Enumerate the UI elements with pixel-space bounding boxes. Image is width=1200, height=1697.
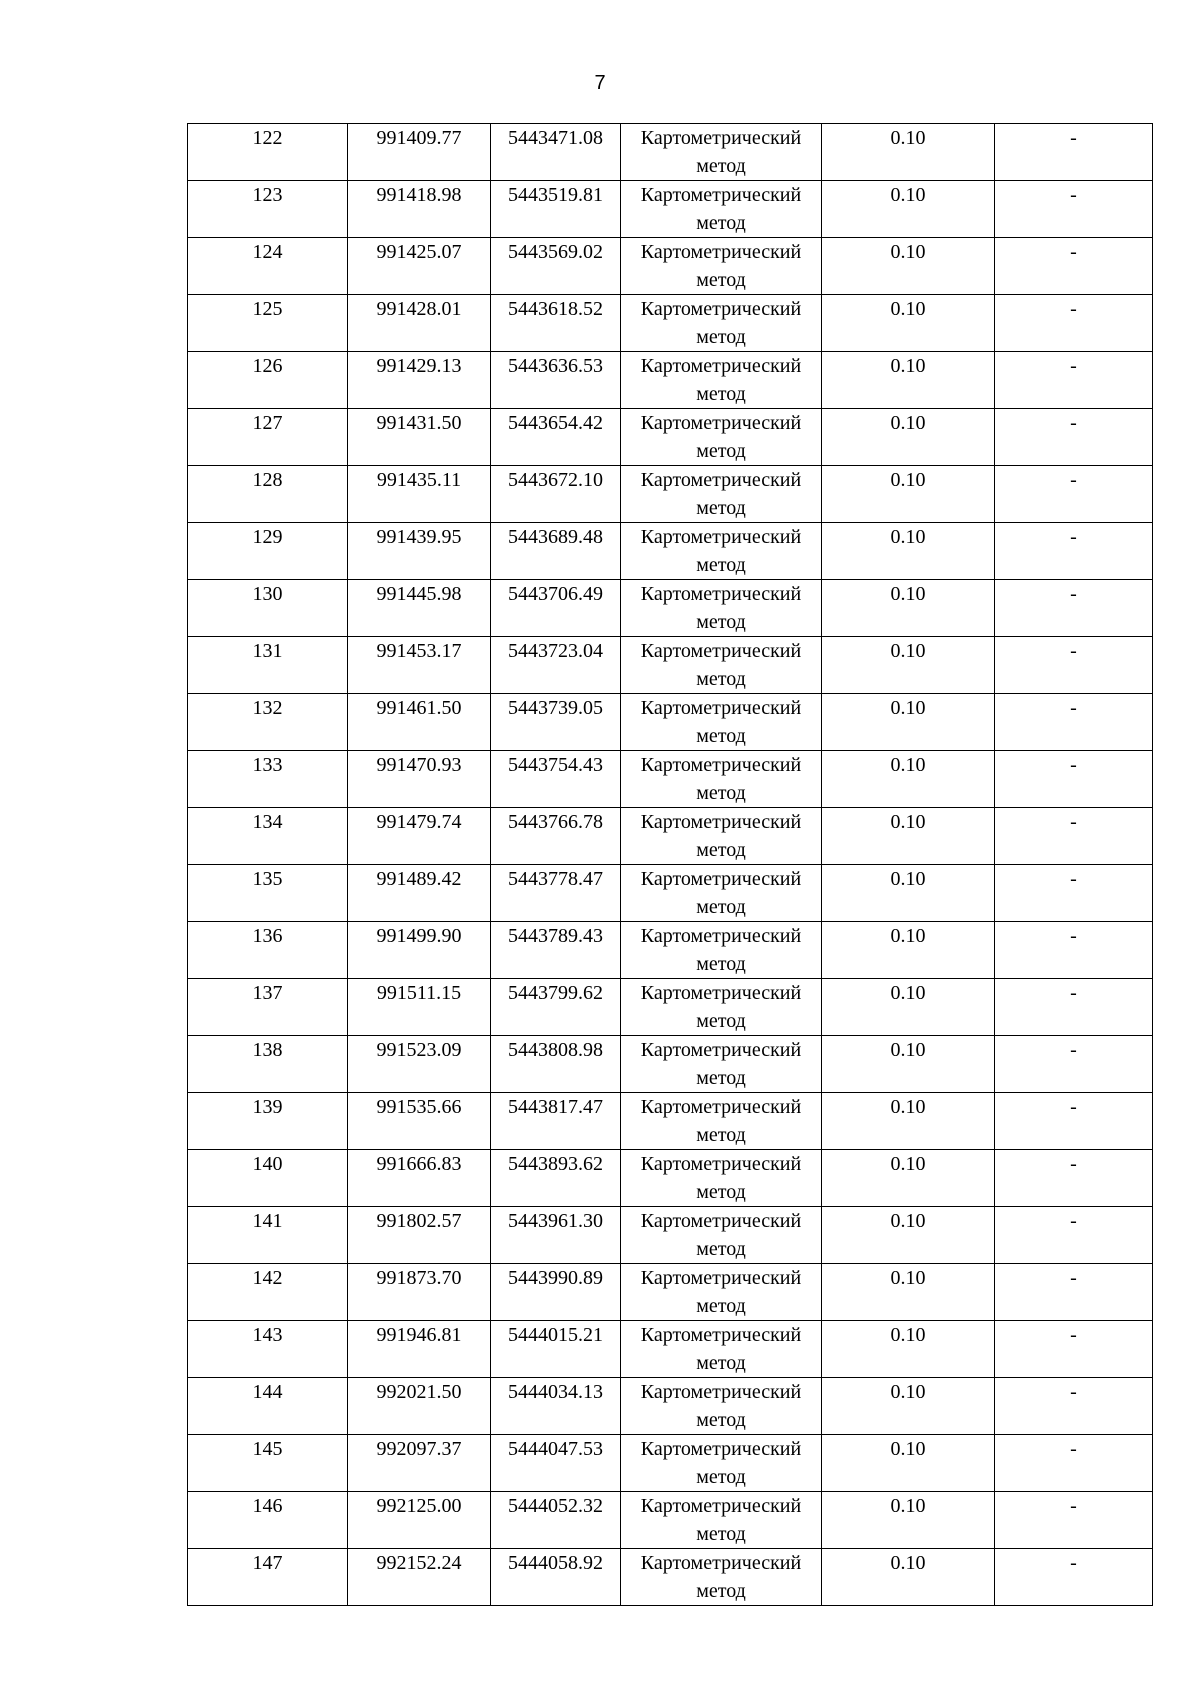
note-cell: - <box>995 295 1153 352</box>
table-row <box>188 865 1153 922</box>
y-coordinate-cell: 5443789.43 <box>491 922 621 979</box>
note-cell: - <box>995 1549 1153 1606</box>
accuracy-cell: 0.10 <box>822 181 995 238</box>
table-row <box>188 1549 1153 1606</box>
point-number-cell: 129 <box>188 523 348 580</box>
note-cell: - <box>995 1036 1153 1093</box>
y-coordinate-cell: 5444058.92 <box>491 1549 621 1606</box>
table-row <box>188 1435 1153 1492</box>
table-row <box>188 124 1153 181</box>
method-cell: Картометрический метод <box>621 979 822 1036</box>
method-cell: Картометрический метод <box>621 580 822 637</box>
point-number-cell: 128 <box>188 466 348 523</box>
accuracy-cell: 0.10 <box>822 466 995 523</box>
note-cell: - <box>995 808 1153 865</box>
method-cell: Картометрический метод <box>621 637 822 694</box>
point-number-cell: 143 <box>188 1321 348 1378</box>
note-cell: - <box>995 352 1153 409</box>
x-coordinate-cell: 991431.50 <box>348 409 491 466</box>
point-number-cell: 131 <box>188 637 348 694</box>
y-coordinate-cell: 5444034.13 <box>491 1378 621 1435</box>
note-cell: - <box>995 238 1153 295</box>
x-coordinate-cell: 991445.98 <box>348 580 491 637</box>
y-coordinate-cell: 5443618.52 <box>491 295 621 352</box>
accuracy-cell: 0.10 <box>822 580 995 637</box>
x-coordinate-cell: 991425.07 <box>348 238 491 295</box>
method-cell: Картометрический метод <box>621 1378 822 1435</box>
x-coordinate-cell: 991409.77 <box>348 124 491 181</box>
method-cell: Картометрический метод <box>621 1036 822 1093</box>
accuracy-cell: 0.10 <box>822 751 995 808</box>
x-coordinate-cell: 991479.74 <box>348 808 491 865</box>
note-cell: - <box>995 124 1153 181</box>
y-coordinate-cell: 5443766.78 <box>491 808 621 865</box>
table-row <box>188 1321 1153 1378</box>
accuracy-cell: 0.10 <box>822 409 995 466</box>
point-number-cell: 125 <box>188 295 348 352</box>
y-coordinate-cell: 5443723.04 <box>491 637 621 694</box>
accuracy-cell: 0.10 <box>822 295 995 352</box>
table-row <box>188 1378 1153 1435</box>
point-number-cell: 135 <box>188 865 348 922</box>
point-number-cell: 144 <box>188 1378 348 1435</box>
x-coordinate-cell: 991461.50 <box>348 694 491 751</box>
method-cell: Картометрический метод <box>621 295 822 352</box>
point-number-cell: 132 <box>188 694 348 751</box>
table-row <box>188 922 1153 979</box>
table-row <box>188 466 1153 523</box>
note-cell: - <box>995 979 1153 1036</box>
note-cell: - <box>995 1321 1153 1378</box>
method-cell: Картометрический метод <box>621 751 822 808</box>
x-coordinate-cell: 992152.24 <box>348 1549 491 1606</box>
table-row <box>188 808 1153 865</box>
y-coordinate-cell: 5443739.05 <box>491 694 621 751</box>
accuracy-cell: 0.10 <box>822 238 995 295</box>
point-number-cell: 141 <box>188 1207 348 1264</box>
y-coordinate-cell: 5443636.53 <box>491 352 621 409</box>
point-number-cell: 136 <box>188 922 348 979</box>
x-coordinate-cell: 991499.90 <box>348 922 491 979</box>
note-cell: - <box>995 1378 1153 1435</box>
x-coordinate-cell: 991873.70 <box>348 1264 491 1321</box>
accuracy-cell: 0.10 <box>822 1549 995 1606</box>
table-row <box>188 409 1153 466</box>
point-number-cell: 147 <box>188 1549 348 1606</box>
point-number-cell: 134 <box>188 808 348 865</box>
x-coordinate-cell: 991535.66 <box>348 1093 491 1150</box>
table-row <box>188 1036 1153 1093</box>
table-row <box>188 238 1153 295</box>
point-number-cell: 126 <box>188 352 348 409</box>
x-coordinate-cell: 992097.37 <box>348 1435 491 1492</box>
table-row <box>188 694 1153 751</box>
point-number-cell: 142 <box>188 1264 348 1321</box>
note-cell: - <box>995 466 1153 523</box>
x-coordinate-cell: 991453.17 <box>348 637 491 694</box>
x-coordinate-cell: 991428.01 <box>348 295 491 352</box>
accuracy-cell: 0.10 <box>822 1264 995 1321</box>
accuracy-cell: 0.10 <box>822 124 995 181</box>
table-row <box>188 181 1153 238</box>
y-coordinate-cell: 5443471.08 <box>491 124 621 181</box>
y-coordinate-cell: 5443706.49 <box>491 580 621 637</box>
y-coordinate-cell: 5443689.48 <box>491 523 621 580</box>
y-coordinate-cell: 5443808.98 <box>491 1036 621 1093</box>
y-coordinate-cell: 5443817.47 <box>491 1093 621 1150</box>
method-cell: Картометрический метод <box>621 1150 822 1207</box>
y-coordinate-cell: 5443990.89 <box>491 1264 621 1321</box>
accuracy-cell: 0.10 <box>822 1036 995 1093</box>
note-cell: - <box>995 637 1153 694</box>
table-row <box>188 751 1153 808</box>
y-coordinate-cell: 5443799.62 <box>491 979 621 1036</box>
x-coordinate-cell: 991946.81 <box>348 1321 491 1378</box>
x-coordinate-cell: 991511.15 <box>348 979 491 1036</box>
note-cell: - <box>995 694 1153 751</box>
point-number-cell: 123 <box>188 181 348 238</box>
y-coordinate-cell: 5444052.32 <box>491 1492 621 1549</box>
method-cell: Картометрический метод <box>621 922 822 979</box>
accuracy-cell: 0.10 <box>822 352 995 409</box>
x-coordinate-cell: 991435.11 <box>348 466 491 523</box>
point-number-cell: 133 <box>188 751 348 808</box>
note-cell: - <box>995 1207 1153 1264</box>
y-coordinate-cell: 5443569.02 <box>491 238 621 295</box>
point-number-cell: 146 <box>188 1492 348 1549</box>
table-row <box>188 295 1153 352</box>
y-coordinate-cell: 5443893.62 <box>491 1150 621 1207</box>
x-coordinate-cell: 991489.42 <box>348 865 491 922</box>
page-number: 7 <box>594 72 606 94</box>
point-number-cell: 139 <box>188 1093 348 1150</box>
table-row <box>188 1150 1153 1207</box>
table-row <box>188 637 1153 694</box>
method-cell: Картометрический метод <box>621 352 822 409</box>
method-cell: Картометрический метод <box>621 409 822 466</box>
accuracy-cell: 0.10 <box>822 1435 995 1492</box>
method-cell: Картометрический метод <box>621 1264 822 1321</box>
coordinates-table <box>187 123 1153 1606</box>
method-cell: Картометрический метод <box>621 1207 822 1264</box>
table-body <box>188 124 1153 1606</box>
method-cell: Картометрический метод <box>621 1321 822 1378</box>
accuracy-cell: 0.10 <box>822 1150 995 1207</box>
table-row <box>188 1207 1153 1264</box>
accuracy-cell: 0.10 <box>822 1378 995 1435</box>
accuracy-cell: 0.10 <box>822 865 995 922</box>
y-coordinate-cell: 5443654.42 <box>491 409 621 466</box>
y-coordinate-cell: 5443519.81 <box>491 181 621 238</box>
y-coordinate-cell: 5444015.21 <box>491 1321 621 1378</box>
x-coordinate-cell: 991523.09 <box>348 1036 491 1093</box>
y-coordinate-cell: 5443778.47 <box>491 865 621 922</box>
x-coordinate-cell: 991439.95 <box>348 523 491 580</box>
note-cell: - <box>995 580 1153 637</box>
point-number-cell: 140 <box>188 1150 348 1207</box>
point-number-cell: 137 <box>188 979 348 1036</box>
method-cell: Картометрический метод <box>621 865 822 922</box>
x-coordinate-cell: 991802.57 <box>348 1207 491 1264</box>
method-cell: Картометрический метод <box>621 808 822 865</box>
method-cell: Картометрический метод <box>621 238 822 295</box>
accuracy-cell: 0.10 <box>822 694 995 751</box>
method-cell: Картометрический метод <box>621 523 822 580</box>
x-coordinate-cell: 992125.00 <box>348 1492 491 1549</box>
accuracy-cell: 0.10 <box>822 523 995 580</box>
accuracy-cell: 0.10 <box>822 1207 995 1264</box>
table-row <box>188 580 1153 637</box>
y-coordinate-cell: 5444047.53 <box>491 1435 621 1492</box>
note-cell: - <box>995 751 1153 808</box>
point-number-cell: 122 <box>188 124 348 181</box>
note-cell: - <box>995 865 1153 922</box>
method-cell: Картометрический метод <box>621 1093 822 1150</box>
method-cell: Картометрический метод <box>621 124 822 181</box>
method-cell: Картометрический метод <box>621 1435 822 1492</box>
x-coordinate-cell: 991470.93 <box>348 751 491 808</box>
note-cell: - <box>995 1492 1153 1549</box>
note-cell: - <box>995 922 1153 979</box>
note-cell: - <box>995 1264 1153 1321</box>
table-row <box>188 1492 1153 1549</box>
x-coordinate-cell: 992021.50 <box>348 1378 491 1435</box>
x-coordinate-cell: 991418.98 <box>348 181 491 238</box>
accuracy-cell: 0.10 <box>822 1093 995 1150</box>
x-coordinate-cell: 991429.13 <box>348 352 491 409</box>
note-cell: - <box>995 523 1153 580</box>
accuracy-cell: 0.10 <box>822 979 995 1036</box>
table-row <box>188 979 1153 1036</box>
note-cell: - <box>995 1435 1153 1492</box>
table-row <box>188 352 1153 409</box>
method-cell: Картометрический метод <box>621 181 822 238</box>
table-row <box>188 1093 1153 1150</box>
method-cell: Картометрический метод <box>621 1549 822 1606</box>
accuracy-cell: 0.10 <box>822 922 995 979</box>
table-row <box>188 1264 1153 1321</box>
point-number-cell: 145 <box>188 1435 348 1492</box>
accuracy-cell: 0.10 <box>822 637 995 694</box>
point-number-cell: 130 <box>188 580 348 637</box>
point-number-cell: 138 <box>188 1036 348 1093</box>
point-number-cell: 124 <box>188 238 348 295</box>
note-cell: - <box>995 409 1153 466</box>
accuracy-cell: 0.10 <box>822 1492 995 1549</box>
y-coordinate-cell: 5443672.10 <box>491 466 621 523</box>
y-coordinate-cell: 5443961.30 <box>491 1207 621 1264</box>
note-cell: - <box>995 1093 1153 1150</box>
point-number-cell: 127 <box>188 409 348 466</box>
x-coordinate-cell: 991666.83 <box>348 1150 491 1207</box>
note-cell: - <box>995 181 1153 238</box>
note-cell: - <box>995 1150 1153 1207</box>
accuracy-cell: 0.10 <box>822 1321 995 1378</box>
method-cell: Картометрический метод <box>621 1492 822 1549</box>
table-row <box>188 523 1153 580</box>
accuracy-cell: 0.10 <box>822 808 995 865</box>
y-coordinate-cell: 5443754.43 <box>491 751 621 808</box>
method-cell: Картометрический метод <box>621 466 822 523</box>
method-cell: Картометрический метод <box>621 694 822 751</box>
